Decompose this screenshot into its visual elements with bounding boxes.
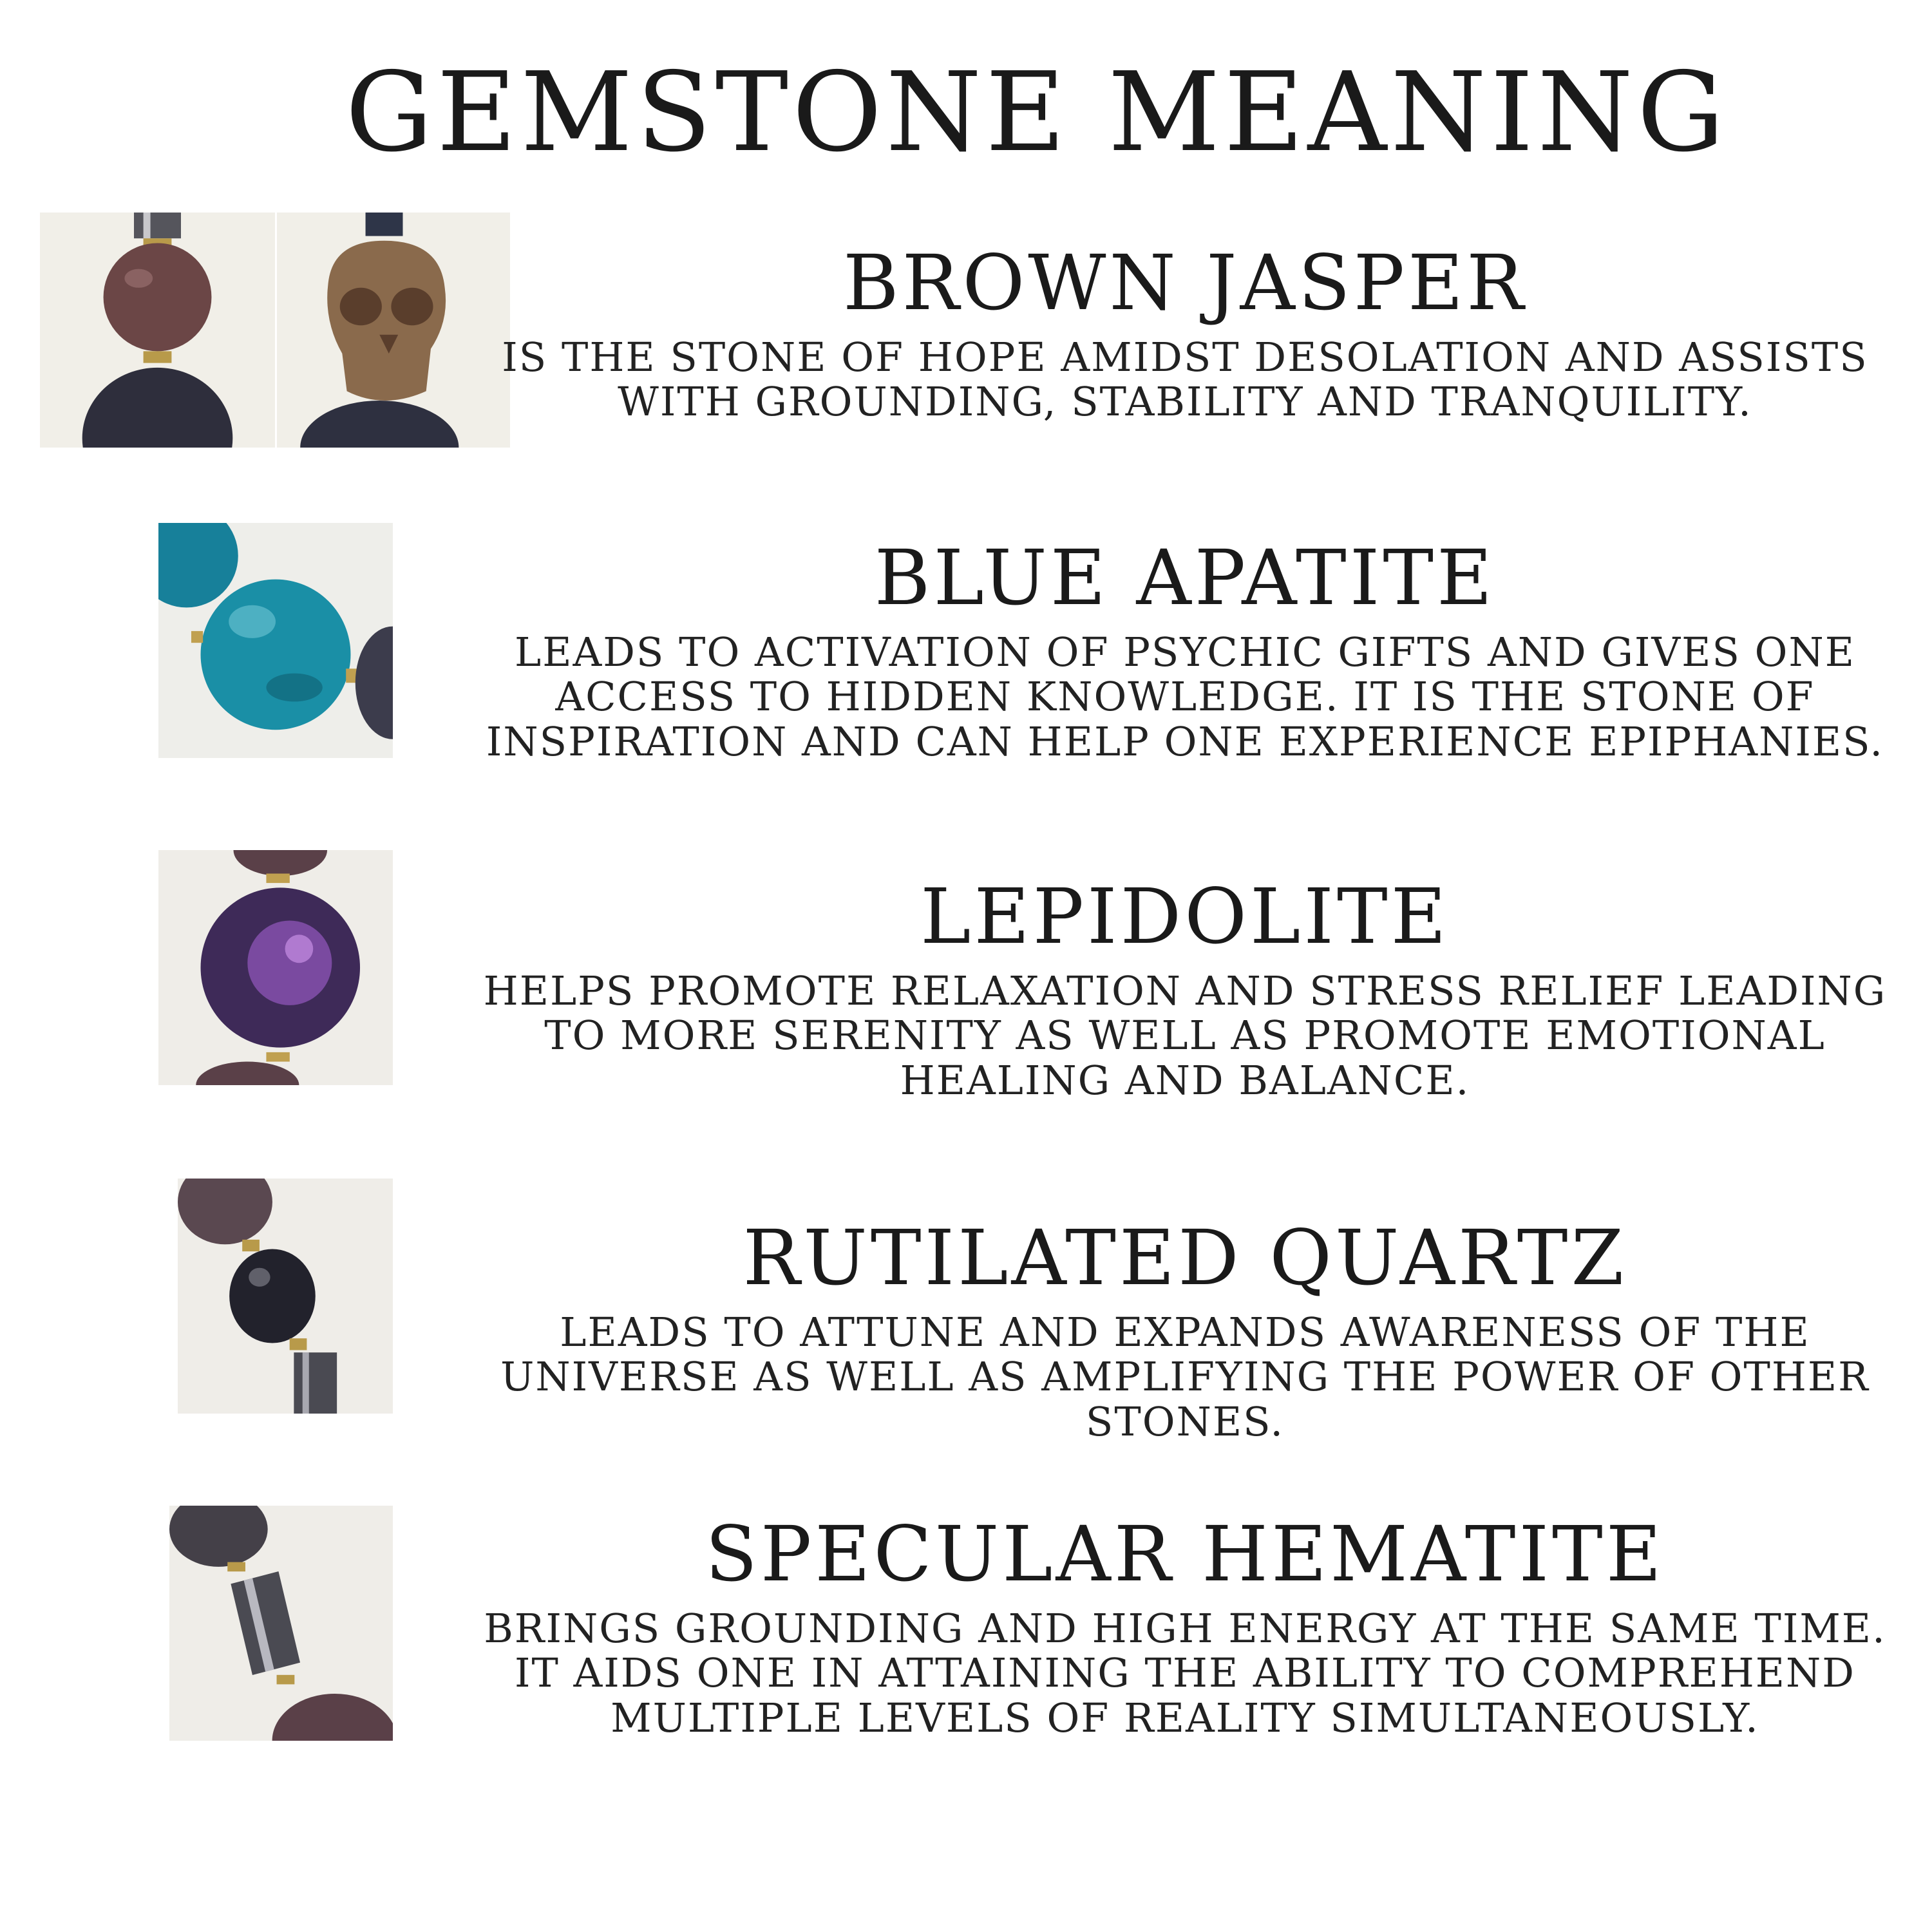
gemstone-description: LEADS TO ATTUNE AND EXPANDS AWARENESS OF THE UNIVERSE AS WELL AS AMPLIFYING THE POWER OF OTHER STONES.: [500, 1308, 1870, 1445]
gemstone-entry-rutilated-quartz: [477, 1213, 1893, 1445]
gemstone-description: HELPS PROMOTE RELAXATION AND STRESS RELIEF LEADING TO MORE SERENITY AS WELL AS PROMOTE EMOTIONAL HEALING AND BALANCE.: [483, 967, 1887, 1104]
gemstone-description: IS THE STONE OF HOPE AMIDST DESOLATION AND ASSISTS WITH GROUNDING, STABILITY AND TRANQUILITY.: [502, 333, 1868, 426]
lepidolite-photo: [158, 850, 393, 1085]
gemstone-entry-specular-hematite: [477, 1510, 1893, 1741]
blue-apatite-photo: [158, 523, 393, 758]
specular-hematite-photo: [169, 1506, 393, 1741]
rutilated-quartz-photo: [178, 1179, 393, 1414]
gemstone-name: BROWN JASPER: [842, 238, 1528, 327]
gemstone-name: LEPIDOLITE: [920, 872, 1450, 961]
gemstone-description: BRINGS GROUNDING AND HIGH ENERGY AT THE SAME TIME. IT AIDS ONE IN ATTAINING THE ABILITY TO COMPREHEND MULTIPLE LEVELS OF REALITY SIMULTANEOUSLY.: [484, 1604, 1886, 1741]
gemstone-name: RUTILATED QUARTZ: [743, 1213, 1627, 1302]
brown-jasper-photo: [40, 213, 275, 448]
gemstone-description: LEADS TO ACTIVATION OF PSYCHIC GIFTS AND GIVES ONE ACCESS TO HIDDEN KNOWLEDGE. IT IS THE STONE OF INSPIRATION AND CAN HELP ONE EXPERIENCE EPIPHANIES.: [486, 628, 1884, 765]
skull-bead-photo: [277, 213, 510, 448]
gemstone-entry-brown-jasper: [477, 238, 1893, 426]
gemstone-name: SPECULAR HEMATITE: [705, 1510, 1665, 1598]
gemstone-name: BLUE APATITE: [874, 533, 1496, 622]
gemstone-entry-lepidolite: [477, 872, 1893, 1104]
page-title: GEMSTONE MEANING: [345, 49, 1728, 176]
gemstone-entry-blue-apatite: [477, 533, 1893, 765]
